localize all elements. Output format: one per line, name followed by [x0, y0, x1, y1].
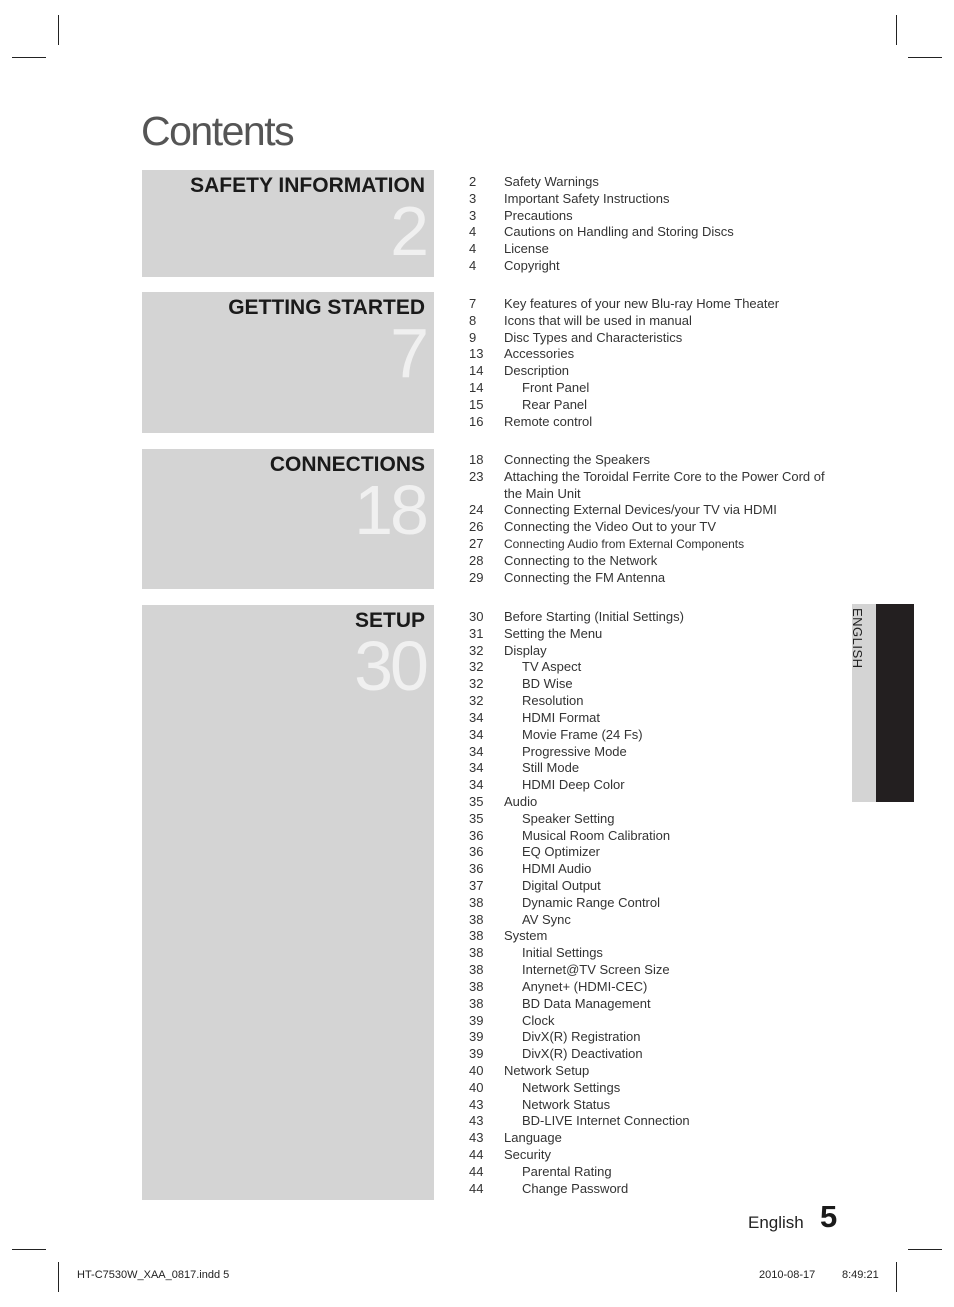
toc-entry-title: License [504, 241, 549, 257]
toc-page-number: 37 [469, 878, 484, 893]
toc-subentry-title: BD Data Management [522, 995, 651, 1011]
toc-entry-title: Description [504, 363, 570, 379]
toc-subentry-title: DivX(R) Deactivation [522, 1046, 643, 1062]
toc-subentry-title: HDMI Format [522, 709, 600, 725]
section-setup [142, 605, 434, 1200]
toc-page-number: 38 [469, 978, 484, 994]
toc-page-number: 43 [469, 1130, 484, 1146]
toc-entry-title: Language [504, 1130, 562, 1146]
slug-time: 8:49:21 [842, 1269, 879, 1281]
slug-file: HT-C7530W_XAA_0817.indd 5 [77, 1269, 230, 1281]
toc-page-number: 2 [469, 174, 477, 189]
crop-mark [12, 1249, 46, 1250]
toc-entry-title: Network Setup [504, 1062, 590, 1078]
toc-entry-title: Key features of your new Blu-ray Home Theater [504, 296, 780, 311]
toc-page-number: 31 [469, 625, 484, 641]
toc-subentry-title: Dynamic Range Control [522, 894, 661, 910]
side-tab-black [876, 604, 914, 802]
section-title: CONNECTIONS [269, 453, 425, 476]
toc-subentry-title: Digital Output [522, 878, 601, 893]
toc-page-number: 38 [469, 945, 484, 961]
section-number: 7 [390, 314, 426, 392]
page-title: Contents [141, 108, 294, 154]
footer-language: English [748, 1213, 804, 1232]
toc-entry-title: Connecting Audio from External Components [504, 537, 745, 552]
toc-page-number: 32 [469, 642, 484, 658]
toc-page-number: 27 [469, 536, 484, 552]
toc-subentry-title: Parental Rating [522, 1163, 612, 1179]
toc-page-number: 23 [469, 468, 484, 484]
toc-page-number: 44 [469, 1163, 484, 1179]
toc-page-number: 3 [469, 207, 477, 223]
toc-entry-title: Connecting to the Network [504, 552, 658, 568]
toc-subentry-title: Clock [522, 1012, 555, 1028]
toc-entry-title: Disc Types and Characteristics [504, 329, 683, 345]
toc-entry-title: Cautions on Handling and Storing Discs [504, 224, 734, 240]
toc-page-number: 28 [469, 552, 484, 568]
toc-page-number: 32 [469, 676, 484, 692]
toc-page-number: 16 [469, 413, 484, 429]
toc-page-number: 43 [469, 1096, 484, 1112]
toc-page-number: 4 [469, 241, 477, 257]
toc-page-number: 26 [469, 519, 484, 535]
toc-page-number: 34 [469, 777, 484, 793]
toc-subentry-title: Change Password [522, 1180, 629, 1196]
toc-subentry-title: HDMI Deep Color [522, 777, 625, 793]
toc-subentry-title: BD-LIVE Internet Connection [522, 1113, 690, 1129]
crop-mark [896, 1262, 897, 1292]
toc-entry-title: Setting the Menu [504, 625, 603, 641]
toc-page-number: 18 [469, 452, 484, 467]
toc-entry-title: Before Starting (Initial Settings) [504, 609, 684, 624]
toc-entry-title: Security [504, 1147, 551, 1162]
toc-subentry-title: Resolution [522, 693, 584, 709]
toc-entry-title: Important Safety Instructions [504, 190, 670, 206]
toc-subentry-title: Rear Panel [522, 396, 588, 412]
toc-subentry-title: Movie Frame (24 Fs) [522, 726, 643, 742]
toc-page-number: 3 [469, 190, 477, 206]
toc-page-number: 38 [469, 911, 484, 927]
toc-entry-title-continued: the Main Unit [504, 485, 581, 501]
toc-subentry-title: Musical Room Calibration [522, 827, 671, 843]
section-number: 2 [390, 192, 426, 270]
toc-page-number: 36 [469, 844, 484, 860]
toc-subentry-title: Network Status [522, 1096, 611, 1112]
toc-page-number: 39 [469, 1046, 484, 1062]
section-number: 30 [354, 627, 426, 705]
section-title: GETTING STARTED [228, 296, 425, 319]
toc-page-number: 39 [469, 1012, 484, 1028]
toc-page-number: 43 [469, 1113, 484, 1129]
toc-subentry-title: Front Panel [522, 380, 590, 396]
toc-entry-title: Accessories [504, 346, 575, 362]
toc-page-number: 14 [469, 363, 484, 379]
toc-page-number: 32 [469, 693, 484, 709]
toc-entry-title: Icons that will be used in manual [504, 312, 692, 328]
section-getting-started [142, 292, 434, 433]
toc-entry-title: Copyright [504, 258, 560, 274]
toc-page-number: 39 [469, 1029, 484, 1045]
toc-entry-title: Precautions [504, 207, 573, 223]
crop-mark [908, 1249, 942, 1250]
toc-page-number: 4 [469, 224, 477, 240]
toc-page-number: 35 [469, 810, 484, 826]
side-tab-label: ENGLISH [850, 608, 865, 669]
toc-page-number: 24 [469, 502, 484, 518]
toc-entry-title: Connecting the FM Antenna [504, 569, 666, 585]
slug-date: 2010-08-17 [759, 1269, 816, 1281]
toc-page-number: 7 [469, 296, 477, 311]
toc-entry-title: Attaching the Toroidal Ferrite Core to the Power Cord of [504, 468, 825, 484]
toc-page-number: 38 [469, 928, 484, 944]
toc-page-number: 30 [469, 609, 484, 624]
section-number: 18 [354, 471, 426, 549]
toc-subentry-title: BD Wise [522, 676, 573, 692]
toc-entry-title: Audio [504, 793, 538, 809]
toc-entry-title: Connecting the Speakers [504, 452, 650, 467]
toc-page-number: 15 [469, 396, 484, 412]
page-number: 5 [820, 1199, 838, 1234]
crop-mark [58, 15, 59, 45]
toc-page-number: 34 [469, 760, 484, 776]
toc-page-number: 32 [469, 659, 484, 675]
section-safety-information [142, 170, 434, 277]
toc-page-number: 35 [469, 793, 484, 809]
toc-page-number: 40 [469, 1062, 484, 1078]
section-title: SAFETY INFORMATION [190, 174, 425, 197]
toc-entry-title: Remote control [504, 413, 593, 429]
toc-page-number: 38 [469, 995, 484, 1011]
toc-page-number: 14 [469, 380, 484, 396]
section-title: SETUP [354, 609, 425, 632]
toc-page-number: 40 [469, 1079, 484, 1095]
toc-page-number: 38 [469, 962, 484, 978]
toc-subentry-title: Anynet+ (HDMI-CEC) [522, 978, 648, 994]
toc-subentry-title: TV Aspect [522, 659, 582, 675]
toc-entry-title: Display [504, 642, 547, 658]
toc-entry-title: System [504, 928, 548, 944]
toc-entry-title: Safety Warnings [504, 174, 599, 189]
toc-page-number: 36 [469, 861, 484, 877]
toc-subentry-title: AV Sync [522, 911, 571, 927]
crop-mark [58, 1262, 59, 1292]
crop-mark [896, 15, 897, 45]
toc-page-number: 44 [469, 1180, 484, 1196]
toc-subentry-title: HDMI Audio [522, 861, 592, 877]
section-connections [142, 449, 434, 589]
toc-page-number: 38 [469, 894, 484, 910]
crop-mark [908, 57, 942, 58]
toc-page-number: 44 [469, 1147, 484, 1162]
toc-page-number: 8 [469, 312, 477, 328]
toc-page-number: 34 [469, 709, 484, 725]
toc-subentry-title: DivX(R) Registration [522, 1029, 641, 1045]
toc-page-number: 36 [469, 827, 484, 843]
crop-mark [12, 57, 46, 58]
toc-page-number: 34 [469, 726, 484, 742]
toc-page-number: 4 [469, 258, 477, 274]
toc-subentry-title: Speaker Setting [522, 810, 615, 826]
toc-entry-title: Connecting External Devices/your TV via HDMI [504, 502, 777, 518]
toc-subentry-title: Still Mode [522, 760, 580, 776]
toc-page-number: 29 [469, 569, 484, 585]
toc-subentry-title: Initial Settings [522, 945, 603, 961]
toc-subentry-title: EQ Optimizer [522, 844, 601, 860]
toc-subentry-title: Network Settings [522, 1079, 621, 1095]
toc-subentry-title: Progressive Mode [522, 743, 627, 759]
toc-subentry-title: Internet@TV Screen Size [522, 962, 670, 978]
toc-page-number: 13 [469, 346, 484, 362]
toc-entry-title: Connecting the Video Out to your TV [504, 519, 716, 535]
toc-page-number: 34 [469, 743, 484, 759]
toc-page-number: 9 [469, 329, 477, 345]
